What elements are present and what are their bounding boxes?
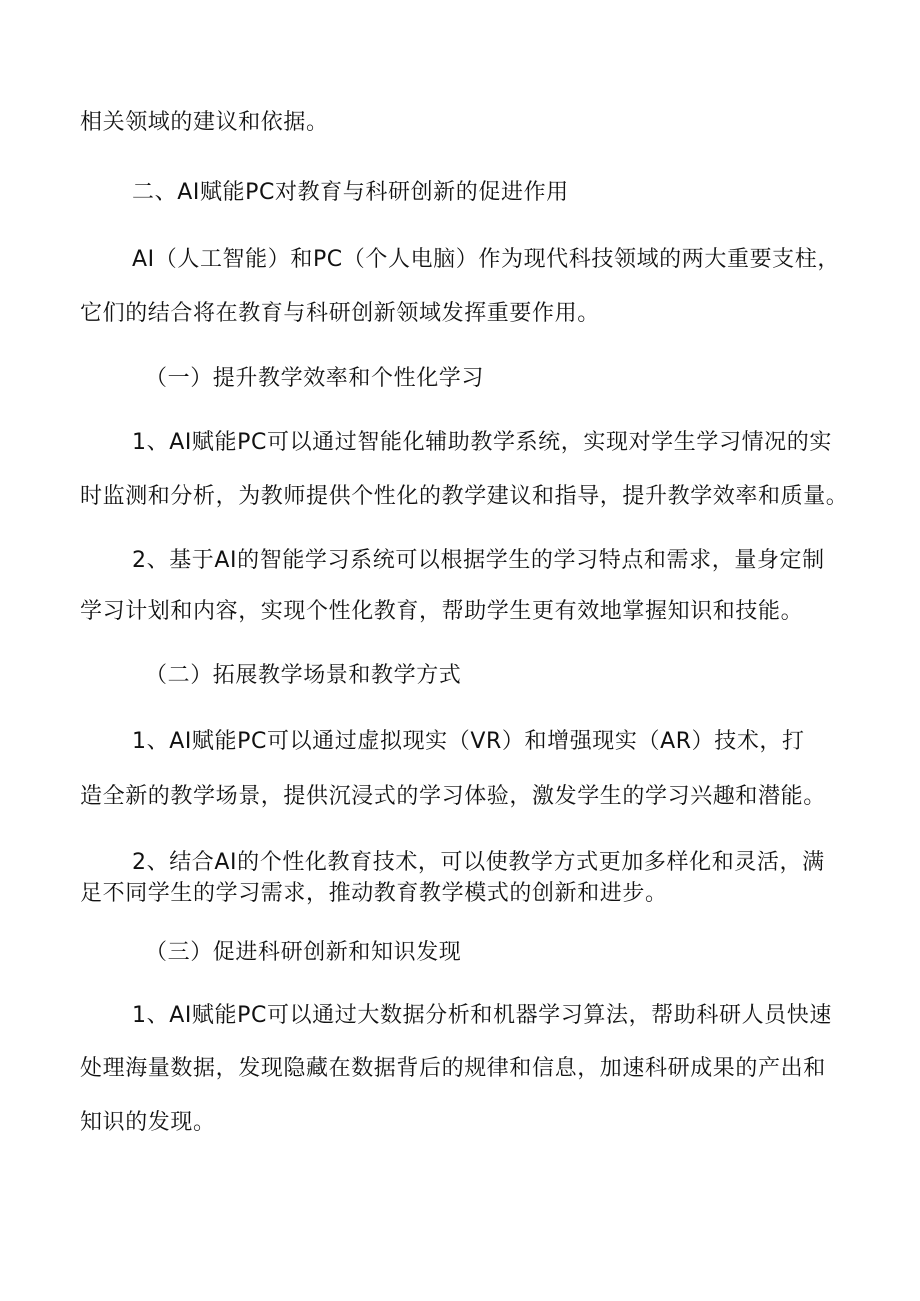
subsection-heading: （二）拓展教学场景和教学方式 xyxy=(145,663,462,688)
subsection-heading: （一）提升教学效率和个性化学习 xyxy=(145,366,485,391)
paragraph-line: 造全新的教学场景，提供沉浸式的学习体验，激发学生的学习兴趣和潜能。 xyxy=(80,784,826,809)
subsection-heading: （三）促进科研创新和知识发现 xyxy=(145,940,462,965)
paragraph-line: 处理海量数据，发现隐藏在数据背后的规律和信息，加速科研成果的产出和 xyxy=(80,1056,826,1081)
paragraph-line: AI（人工智能）和PC（个人电脑）作为现代科技领域的两大重要支柱， xyxy=(132,247,840,272)
paragraph-line: 学习计划和内容，实现个性化教育，帮助学生更有效地掌握知识和技能。 xyxy=(80,599,804,624)
paragraph-line: 知识的发现。 xyxy=(80,1110,216,1135)
paragraph-line: 时监测和分析，为教师提供个性化的教学建议和指导，提升教学效率和质量。 xyxy=(80,484,849,509)
paragraph-line: 它们的结合将在教育与科研创新领域发挥重要作用。 xyxy=(80,301,600,326)
paragraph-line: 足不同学生的学习需求，推动教育教学模式的创新和进步。 xyxy=(80,881,668,906)
paragraph-line: 相关领域的建议和依据。 xyxy=(80,110,329,135)
paragraph-line: 2、基于AI的智能学习系统可以根据学生的学习特点和需求，量身定制 xyxy=(132,548,825,573)
paragraph-line: 1、AI赋能PC可以通过大数据分析和机器学习算法，帮助科研人员快速 xyxy=(132,1003,832,1028)
paragraph-line: 1、AI赋能PC可以通过虚拟现实（VR）和增强现实（AR）技术，打 xyxy=(132,729,805,754)
paragraph-line: 1、AI赋能PC可以通过智能化辅助教学系统，实现对学生学习情况的实 xyxy=(132,430,832,455)
paragraph-line: 2、结合AI的个性化教育技术，可以使教学方式更加多样化和灵活，满 xyxy=(132,850,825,875)
section-heading: 二、AI赋能PC对教育与科研创新的促进作用 xyxy=(132,180,569,205)
